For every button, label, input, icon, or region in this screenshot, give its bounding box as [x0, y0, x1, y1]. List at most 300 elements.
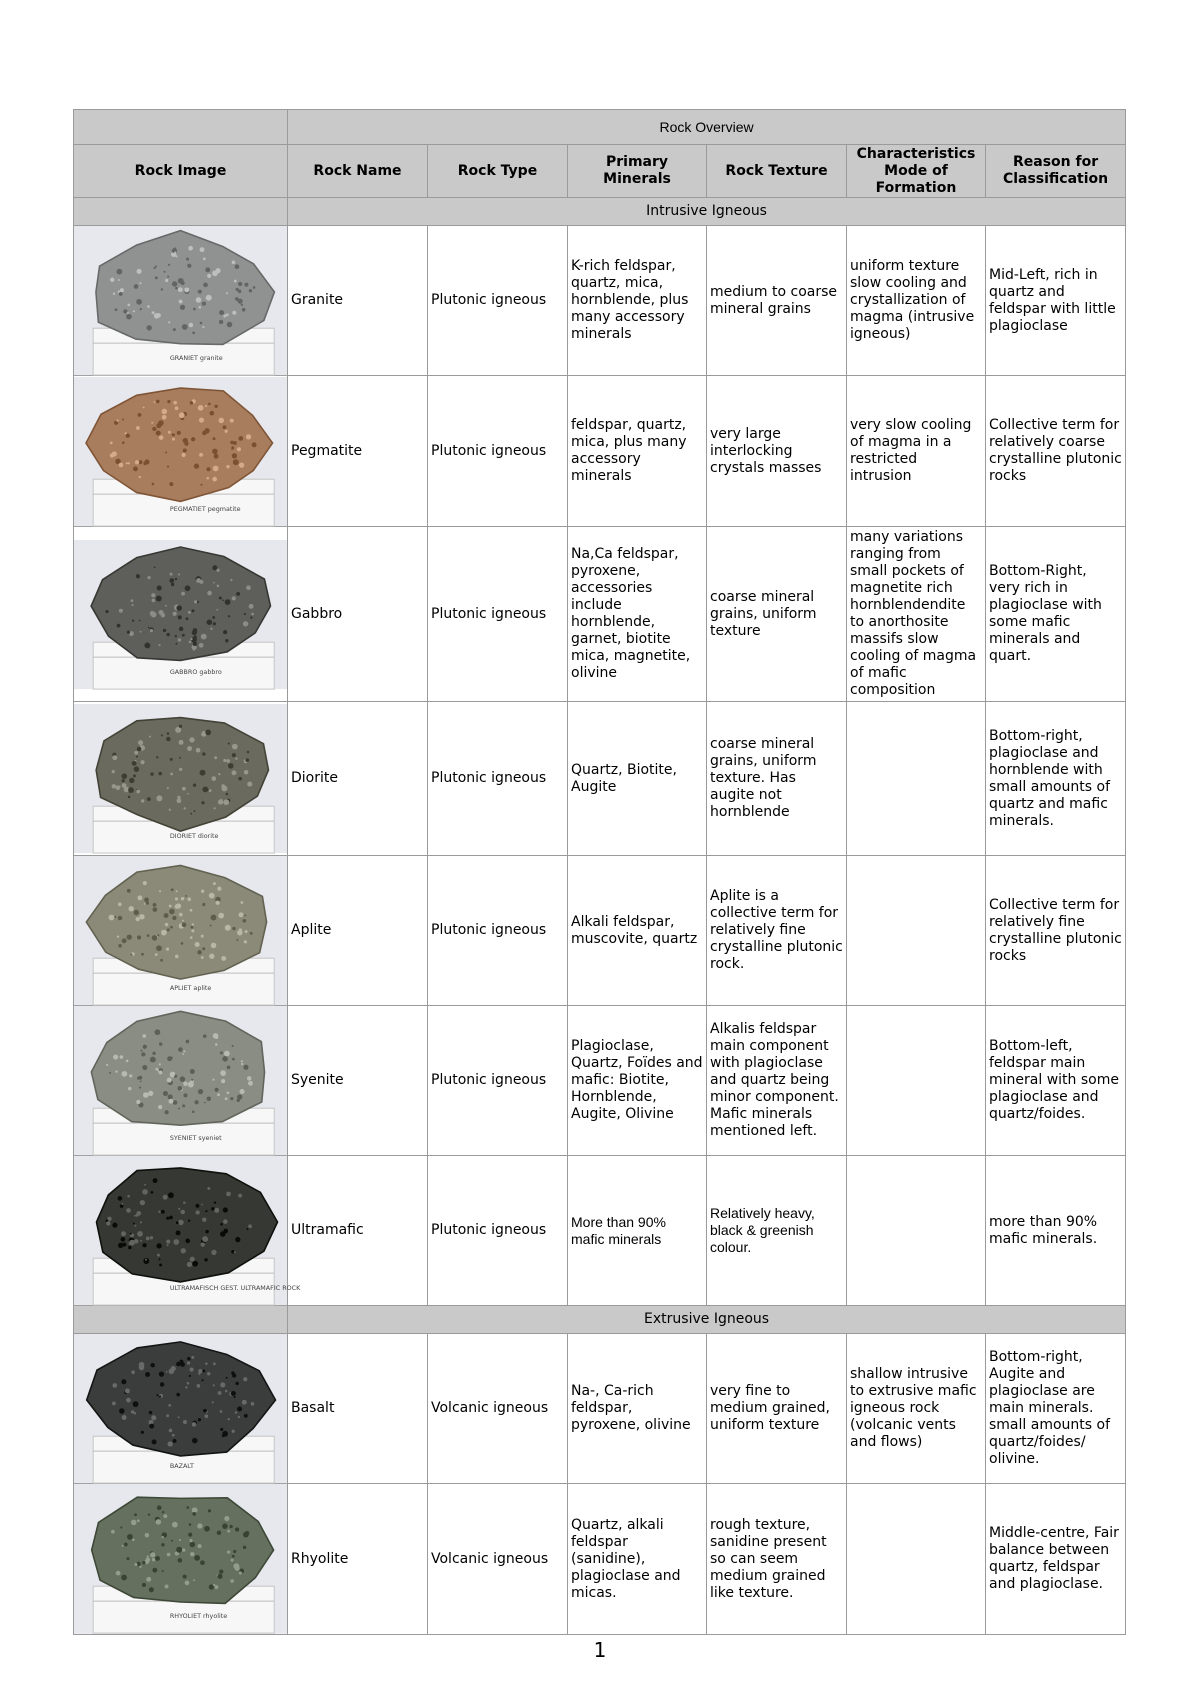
- rock-speckle: [186, 1040, 190, 1044]
- rock-speckle: [192, 332, 195, 335]
- table-row: [74, 856, 1126, 1006]
- rock-speckle: [231, 446, 234, 449]
- rock-speckle: [134, 910, 139, 915]
- rock-speckle: [134, 1215, 136, 1217]
- rock-speckle: [235, 264, 240, 269]
- rock-speckle: [153, 1178, 158, 1183]
- rock-speckle: [165, 923, 168, 926]
- rock-name: Gabbro: [288, 527, 428, 702]
- rock-speckle: [199, 417, 204, 422]
- rock-speckle: [122, 418, 124, 420]
- rock-speckle: [110, 278, 114, 282]
- rock-speckle: [166, 948, 169, 951]
- rock-speckle: [186, 258, 189, 261]
- rock-speckle: [202, 903, 205, 906]
- rock-speckle: [168, 1095, 173, 1100]
- rock-speckle: [210, 627, 212, 629]
- rock-speckle: [244, 770, 248, 774]
- rock-speckle: [140, 1200, 145, 1205]
- rock-speckle: [188, 1082, 194, 1088]
- specimen-label: RHYOLIET rhyolite: [169, 1612, 228, 1621]
- rock-minerals: Plagioclase, Quartz, Foïdes and mafic: Biotite, Hornblende, Augite, Olivine: [568, 1006, 707, 1156]
- rock-formation: uniform texture slow cooling and crystallization of magma (intrusive igneous): [847, 226, 986, 376]
- rock-speckle: [151, 593, 155, 597]
- rock-speckle: [216, 608, 218, 610]
- rock-texture: Aplite is a collective term for relatively fine crystalline plutonic rock.: [707, 856, 847, 1006]
- rock-speckle: [133, 310, 135, 312]
- rock-image-cell: [74, 1006, 288, 1156]
- rock-texture: Alkalis feldspar main component with plagioclase and quartz being minor component. Mafic minerals mentioned left.: [707, 1006, 847, 1156]
- rock-name: Syenite: [288, 1006, 428, 1156]
- rock-speckle: [230, 1525, 233, 1528]
- rock-speckle: [146, 1237, 150, 1241]
- rock-speckle: [133, 1223, 135, 1225]
- rock-speckle: [121, 773, 127, 779]
- rock-speckle: [221, 956, 226, 961]
- rock-speckle: [113, 1055, 118, 1060]
- rock-name: Diorite: [288, 702, 428, 856]
- rock-speckle: [222, 1056, 228, 1062]
- rock-speckle: [186, 1507, 189, 1510]
- rock-speckle: [223, 1220, 227, 1224]
- rock-speckle: [232, 1058, 235, 1061]
- rock-speckle: [212, 1402, 214, 1404]
- rock-photo: [74, 856, 287, 1005]
- rock-speckle: [185, 895, 187, 897]
- rock-speckle: [158, 644, 160, 646]
- rock-speckle: [202, 752, 205, 755]
- rock-speckle: [157, 934, 159, 936]
- page-number: 1: [593, 1638, 607, 1662]
- rock-speckle: [238, 1194, 242, 1198]
- rock-speckle: [130, 1233, 132, 1235]
- rock-speckle: [232, 1374, 236, 1378]
- specimen-label: ULTRAMAFISCH GEST. ULTRAMAFIC ROCK: [169, 1284, 301, 1293]
- rock-speckle: [168, 321, 170, 323]
- specimen-label: PEGMATIET pegmatite: [169, 504, 241, 513]
- rock-speckle: [194, 463, 199, 468]
- rock-speckle: [244, 1414, 248, 1418]
- rock-speckle: [175, 955, 179, 959]
- rock-speckle: [169, 809, 171, 811]
- rock-speckle: [136, 917, 140, 921]
- rock-speckle: [206, 467, 210, 471]
- rock-speckle: [213, 882, 216, 885]
- rock-speckle: [168, 264, 170, 266]
- rock-speckle: [144, 1184, 146, 1186]
- rock-speckle: [189, 737, 194, 742]
- rock-speckle: [226, 793, 229, 796]
- table-row: [74, 1156, 1126, 1306]
- rock-speckle: [127, 889, 131, 893]
- rock-speckle: [199, 643, 204, 648]
- rock-speckle: [140, 1081, 142, 1083]
- rock-speckle: [178, 287, 183, 292]
- rock-speckle: [179, 725, 182, 728]
- rock-speckle: [175, 904, 180, 909]
- rock-speckle: [173, 611, 177, 615]
- rock-speckle: [234, 280, 237, 283]
- rock-reason: Bottom-Right, very rich in plagioclase with some mafic minerals and quart.: [986, 527, 1126, 702]
- rock-speckle: [228, 763, 234, 769]
- rock-speckle: [183, 1420, 187, 1424]
- rock-speckle: [167, 732, 170, 735]
- rock-photo: [74, 226, 287, 375]
- rock-speckle: [134, 766, 140, 772]
- rock-texture: very large interlocking crystals masses: [707, 376, 847, 527]
- rock-speckle: [176, 1547, 182, 1553]
- rock-speckle: [196, 578, 201, 583]
- rock-speckle: [141, 760, 145, 764]
- rock-speckle: [141, 1431, 144, 1434]
- rock-name: Ultramafic: [288, 1156, 428, 1306]
- rock-speckle: [225, 639, 228, 642]
- rock-speckle: [197, 1384, 201, 1388]
- rock-speckle: [133, 1402, 139, 1408]
- rock-speckle: [118, 1243, 123, 1248]
- rock-image-cell: [74, 1334, 288, 1484]
- rock-speckle: [122, 1415, 127, 1420]
- rock-speckle: [112, 1223, 117, 1228]
- col-header-formation: Characteristics Mode of Formation: [847, 145, 986, 198]
- rock-speckle: [147, 934, 150, 937]
- rock-speckle: [232, 753, 236, 757]
- rock-speckle: [129, 1074, 132, 1077]
- rock-speckle: [226, 1377, 228, 1379]
- rock-name: Rhyolite: [288, 1484, 428, 1634]
- table-row: [74, 1484, 1126, 1634]
- section-title-intrusive: Intrusive Igneous: [288, 198, 1126, 226]
- rock-speckle: [167, 1078, 172, 1083]
- rock-reason: Middle-centre, Fair balance between quartz, feldspar and plagioclase.: [986, 1484, 1126, 1634]
- rock-speckle: [121, 1380, 126, 1385]
- rock-speckle: [191, 1356, 194, 1359]
- rock-image-cell: [74, 226, 288, 376]
- rock-speckle: [130, 954, 132, 956]
- rock-speckle: [136, 299, 142, 305]
- rock-speckle: [170, 926, 173, 929]
- rock-minerals: feldspar, quartz, mica, plus many accessory minerals: [568, 376, 707, 527]
- rock-speckle: [207, 1097, 211, 1101]
- rock-photo: [74, 1334, 287, 1483]
- rock-speckle: [139, 1566, 141, 1568]
- rock-speckle: [126, 1060, 129, 1063]
- rock-speckle: [241, 304, 243, 306]
- rock-speckle: [161, 1544, 164, 1547]
- rock-speckle: [161, 930, 167, 936]
- rock-speckle: [111, 1530, 115, 1534]
- rock-name: Pegmatite: [288, 376, 428, 527]
- specimen-label: SYENIET syeniet: [169, 1134, 222, 1143]
- rock-speckle: [219, 596, 222, 599]
- rock-speckle: [223, 630, 227, 634]
- specimen-label: GRANIET granite: [169, 354, 223, 363]
- rock-speckle: [205, 729, 211, 735]
- rock-speckle: [183, 1050, 185, 1052]
- rock-speckle: [161, 734, 163, 736]
- rock-speckle: [156, 399, 160, 403]
- rock-speckle: [198, 405, 204, 411]
- rock-speckle: [162, 1570, 164, 1572]
- rock-speckle: [175, 287, 178, 290]
- rock-speckle: [112, 451, 117, 456]
- rock-speckle: [215, 1088, 219, 1092]
- rock-speckle: [248, 1225, 252, 1229]
- rock-speckle: [239, 1572, 242, 1575]
- table-row: [74, 1006, 1126, 1156]
- rock-speckle: [147, 1556, 149, 1558]
- rock-speckle: [132, 761, 137, 766]
- rock-speckle: [232, 261, 236, 265]
- rock-speckle: [173, 1100, 177, 1104]
- rock-speckle: [192, 630, 197, 635]
- rock-speckle: [128, 796, 131, 799]
- rock-speckle: [150, 1236, 153, 1239]
- rock-formation: [847, 1006, 986, 1156]
- rock-speckle: [198, 1369, 202, 1373]
- rock-speckle: [202, 947, 205, 950]
- rock-speckle: [155, 1556, 160, 1561]
- rock-speckle: [185, 1387, 187, 1389]
- rock-speckle: [136, 756, 138, 758]
- rock-speckle: [177, 1086, 182, 1091]
- rock-speckle: [201, 935, 204, 938]
- rock-speckle: [106, 1064, 108, 1066]
- rock-speckle: [235, 1237, 240, 1242]
- rock-speckle: [200, 1561, 205, 1566]
- rock-speckle: [196, 748, 201, 753]
- rock-speckle: [137, 747, 141, 751]
- rock-speckle: [105, 610, 108, 613]
- table-row: [74, 226, 1126, 376]
- rock-speckle: [134, 1563, 137, 1566]
- rock-speckle: [205, 1363, 208, 1366]
- rock-speckle: [215, 1036, 218, 1039]
- rock-speckle: [208, 402, 211, 405]
- rock-speckle: [127, 304, 130, 307]
- specimen-label: DIORIET diorite: [169, 832, 219, 841]
- rock-speckle: [183, 1202, 186, 1205]
- rock-speckle: [184, 287, 189, 292]
- rock-speckle: [146, 902, 149, 905]
- rock-speckle: [178, 615, 182, 619]
- rock-photo-graphic: [74, 1484, 287, 1633]
- rock-speckle: [170, 773, 173, 776]
- rock-speckle: [152, 1558, 155, 1561]
- rock-speckle: [110, 441, 113, 444]
- rock-speckle: [109, 915, 115, 921]
- rock-speckle: [168, 1442, 173, 1447]
- rock-speckle: [188, 246, 193, 251]
- rock-speckle: [233, 1550, 236, 1553]
- rock-speckle: [178, 1208, 180, 1210]
- rock-speckle: [127, 1535, 133, 1541]
- rock-name: Basalt: [288, 1334, 428, 1484]
- rock-speckle: [202, 1236, 208, 1242]
- rock-speckle: [225, 599, 231, 605]
- rock-speckle: [232, 927, 235, 930]
- rock-speckle: [141, 1050, 143, 1052]
- rock-type: Volcanic igneous: [428, 1334, 568, 1484]
- rock-speckle: [179, 740, 184, 745]
- rock-speckle: [167, 276, 169, 278]
- rock-speckle: [204, 428, 209, 433]
- rock-speckle: [202, 302, 206, 306]
- rock-speckle: [212, 448, 218, 454]
- rock-speckle: [106, 1222, 110, 1226]
- rock-speckle: [132, 1539, 135, 1542]
- rock-speckle: [250, 932, 253, 935]
- rock-speckle: [173, 1239, 179, 1245]
- rock-speckle: [220, 1411, 223, 1414]
- rock-speckle: [205, 267, 210, 272]
- rock-speckle: [252, 442, 257, 447]
- rock-speckle: [243, 1378, 247, 1382]
- rock-image-cell: [74, 527, 288, 702]
- rock-speckle: [166, 1240, 170, 1244]
- rock-speckle: [142, 1065, 147, 1070]
- rock-speckle: [219, 310, 224, 315]
- rock-speckle: [119, 1409, 125, 1415]
- rock-speckle: [220, 1428, 223, 1431]
- rock-speckle: [193, 641, 197, 645]
- rock-speckle: [182, 920, 184, 922]
- rock-image-cell: [74, 702, 288, 856]
- rock-speckle: [218, 913, 224, 919]
- rock-speckle: [160, 1383, 164, 1387]
- rock-speckle: [213, 1584, 215, 1586]
- rock-speckle: [158, 420, 164, 426]
- rock-speckle: [132, 603, 134, 605]
- rock-speckle: [222, 1435, 225, 1438]
- rock-minerals: Quartz, Biotite, Augite: [568, 702, 707, 856]
- rock-speckle: [169, 1369, 175, 1375]
- rock-speckle: [214, 453, 219, 458]
- rock-formation: many variations ranging from small pockets of magnetite rich hornblendendite to anorthosite massifs slow cooling of magma of mafic composition: [847, 527, 986, 702]
- rock-speckle: [233, 441, 237, 445]
- rock-speckle: [150, 1363, 154, 1367]
- rock-speckle: [207, 1372, 210, 1375]
- rock-speckle: [109, 1072, 111, 1074]
- rock-speckle: [201, 633, 207, 639]
- rock-speckle: [236, 592, 240, 596]
- rock-speckle: [167, 400, 170, 403]
- rock-speckle: [113, 293, 115, 295]
- rock-speckle: [197, 1524, 202, 1529]
- rock-speckle: [127, 935, 132, 940]
- rock-speckle: [187, 1362, 190, 1365]
- rock-speckle: [157, 1254, 160, 1257]
- rock-speckle: [231, 1559, 234, 1562]
- rock-speckle: [193, 648, 195, 650]
- rock-speckle: [162, 408, 168, 414]
- rock-speckle: [243, 1546, 246, 1549]
- rock-photo-graphic: [74, 226, 287, 375]
- rock-speckle: [244, 915, 246, 917]
- rock-speckle: [182, 1549, 185, 1552]
- rock-speckle: [143, 881, 147, 885]
- rock-reason: Collective term for relatively coarse crystalline plutonic rocks: [986, 376, 1126, 527]
- rock-speckle: [161, 1210, 165, 1214]
- rock-speckle: [203, 258, 206, 261]
- rock-speckle: [155, 265, 157, 267]
- rock-speckle: [214, 756, 217, 759]
- rock-speckle: [159, 1063, 161, 1065]
- rock-speckle: [220, 1223, 223, 1226]
- rock-speckle: [137, 1520, 140, 1523]
- rock-minerals: Na,Ca feldspar, pyroxene, accessories include hornblende, garnet, biotite mica, magnetite, olivine: [568, 527, 707, 702]
- rock-speckle: [199, 452, 203, 456]
- rock-speckle: [194, 600, 197, 603]
- rock-speckle: [235, 297, 239, 301]
- rock-speckle: [178, 278, 184, 284]
- rock-speckle: [116, 419, 118, 421]
- rock-speckle: [151, 1416, 156, 1421]
- rock-speckle: [149, 1424, 154, 1429]
- rock-speckle: [171, 1540, 173, 1542]
- rock-speckle: [227, 1092, 230, 1095]
- rock-speckle: [238, 777, 242, 781]
- rock-speckle: [144, 642, 150, 648]
- rock-speckle: [196, 1204, 200, 1208]
- rock-speckle: [223, 799, 229, 805]
- rock-speckle: [207, 590, 212, 595]
- rock-speckle: [116, 785, 121, 790]
- rock-speckle: [187, 264, 191, 268]
- rock-speckle: [238, 282, 242, 286]
- rock-speckle: [249, 603, 254, 608]
- rock-speckle: [131, 1520, 137, 1526]
- rock-speckle: [231, 1391, 236, 1396]
- rock-speckle: [154, 566, 156, 568]
- rock-speckle: [157, 585, 162, 590]
- rock-photo: [74, 377, 287, 526]
- rock-speckle: [151, 1191, 154, 1194]
- rock-speckle: [181, 897, 184, 900]
- table-row: [74, 1334, 1126, 1484]
- rock-speckle: [251, 612, 254, 615]
- rock-reason: Bottom-right, plagioclase and hornblende with small amounts of quartz and mafic minerals.: [986, 702, 1126, 856]
- rock-speckle: [139, 914, 144, 919]
- rock-speckle: [127, 1195, 130, 1198]
- rock-speckle: [239, 462, 244, 467]
- rock-speckle: [179, 757, 181, 759]
- rock-speckle: [190, 1552, 194, 1556]
- rock-speckle: [176, 1222, 179, 1225]
- rock-speckle: [179, 768, 182, 771]
- rock-speckle: [121, 1232, 126, 1237]
- rock-speckle: [142, 1189, 148, 1195]
- rock-speckle: [156, 945, 162, 951]
- rock-speckle: [156, 595, 162, 601]
- rock-speckle: [168, 1099, 173, 1104]
- rock-speckle: [133, 774, 136, 777]
- rock-speckle: [247, 1076, 251, 1080]
- rock-speckle: [234, 1251, 236, 1253]
- rock-speckle: [158, 1211, 160, 1213]
- rock-formation: [847, 702, 986, 856]
- rock-speckle: [235, 758, 237, 760]
- rock-speckle: [197, 950, 201, 954]
- rock-speckle: [156, 795, 162, 801]
- rock-speckle: [172, 916, 176, 920]
- rock-speckle: [146, 1577, 151, 1582]
- rock-speckle: [187, 1262, 192, 1267]
- rock-speckle: [227, 1066, 231, 1070]
- rock-speckle: [224, 1517, 229, 1522]
- rock-speckle: [148, 626, 150, 628]
- rock-speckle: [183, 448, 187, 452]
